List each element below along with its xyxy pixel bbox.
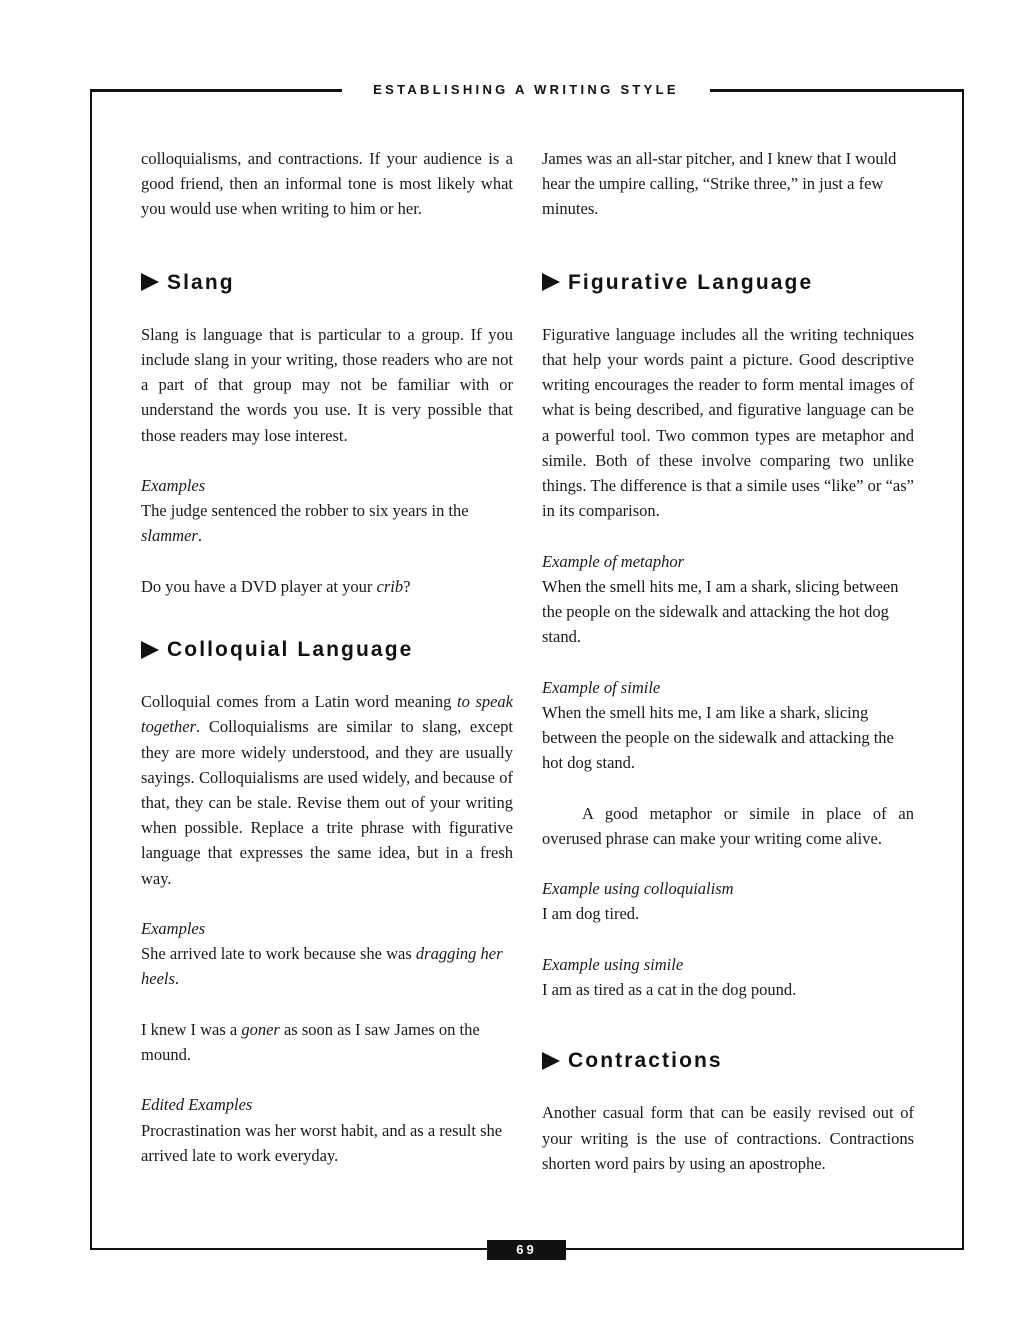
figurative-summary-paragraph: A good metaphor or simile in place of an overused phrase can make your writing come alive. — [542, 803, 914, 848]
triangle-bullet-icon — [141, 641, 159, 659]
colloquial-heading — [141, 637, 513, 662]
figurative-body-paragraph: Figurative language includes all the writing techniques that help your words paint a picture. Good descriptive writing encourages the reader to form mental images of what is being described, and figurative language can be a powerful tool. Two common types are metaphor and simile. Both of these involve comparing two unlike things. The difference is that a simile uses “like” or “as” in its comparison. — [542, 324, 914, 521]
colloquialism-example-label: Example using colloquialism — [542, 879, 734, 899]
slang-example-1 — [141, 498, 513, 548]
contractions-heading-text: Contractions — [568, 1049, 723, 1073]
figurative-heading — [542, 270, 914, 295]
colloquial-example-2-term: goner — [241, 1019, 280, 1039]
right-intro-paragraph: James was an all-star pitcher, and I knew that I would hear the umpire calling, “Strike three,” in just a few minutes. — [542, 149, 897, 219]
slang-example-2-punct: ? — [403, 576, 411, 596]
metaphor-example-text: When the smell hits me, I am a shark, slicing between the people on the sidewalk and attacking the hot dog stand. — [542, 576, 899, 647]
left-intro-paragraph: colloquialisms, and contractions. If your audience is a good friend, then an informal tone is most likely what you would use when writing to him or her. — [141, 149, 513, 219]
slang-example-1-term: slammer — [141, 526, 198, 546]
slang-heading — [141, 270, 513, 295]
slang-examples-label: Examples — [141, 476, 206, 496]
contractions-body-paragraph: Another casual form that can be easily revised out of your writing is the use of contractions. Contractions shorten word pairs by using an apostrophe. — [542, 1103, 914, 1173]
page-frame-left-rule — [90, 90, 92, 1250]
slang-example-2-term: crib — [376, 576, 404, 596]
triangle-bullet-icon — [141, 273, 159, 291]
edited-examples-label: Edited Examples — [141, 1095, 253, 1115]
colloquial-example-1-term: dragging her heels — [141, 944, 503, 989]
colloquial-examples-label: Examples — [141, 919, 206, 939]
colloquial-example-2-text-cont: as soon as I saw James on the mound. — [141, 1019, 480, 1065]
colloquial-example-2-text: I knew I was a — [141, 1019, 242, 1039]
simile-example-2-text: I am as tired as a cat in the dog pound. — [542, 980, 797, 1000]
page-frame-right-rule — [962, 90, 964, 1250]
colloquial-example-2 — [141, 1017, 513, 1067]
colloquialism-example-text: I am dog tired. — [542, 904, 640, 924]
contractions-heading — [542, 1048, 914, 1073]
page-frame-top-rule-left — [90, 89, 342, 92]
slang-example-2 — [141, 574, 513, 599]
slang-body-paragraph: Slang is language that is particular to a group. If you include slang in your writing, those readers who are not a part of that group may not be familiar with or understand the words you use. It is very possible that those readers may lose interest. — [141, 324, 513, 445]
triangle-bullet-icon — [542, 273, 560, 291]
figurative-heading-text: Figurative Language — [568, 270, 814, 294]
colloquial-example-1-punct: . — [174, 969, 180, 989]
triangle-bullet-icon — [542, 1052, 560, 1070]
slang-heading-text: Slang — [167, 270, 235, 294]
left-column — [141, 146, 513, 1168]
page-number: 69 — [487, 1240, 566, 1260]
slang-example-1-punct: . — [197, 526, 202, 546]
simile-example-2-label: Example using simile — [542, 954, 684, 974]
metaphor-example-label: Example of metaphor — [542, 551, 685, 571]
colloquial-example-1 — [141, 941, 513, 991]
simile-example-text: When the smell hits me, I am like a shark, slicing between the people on the sidewalk and attacking the hot dog stand. — [542, 702, 894, 773]
colloquial-body-text: Colloquial comes from a Latin word meaning — [141, 692, 457, 712]
slang-example-1-text: The judge sentenced the robber to six years in the — [141, 501, 469, 521]
edited-example-1: Procrastination was her worst habit, and as a result she arrived late to work everyday. — [141, 1120, 503, 1165]
colloquial-heading-text: Colloquial Language — [167, 638, 414, 662]
running-head: ESTABLISHING A WRITING STYLE — [373, 82, 679, 97]
colloquial-example-1-text: She arrived late to work because she was — [141, 944, 416, 964]
colloquial-body-paragraph — [141, 689, 513, 891]
slang-example-2-text: Do you have a DVD player at your — [141, 576, 377, 596]
simile-example-label: Example of simile — [542, 677, 661, 697]
colloquial-body-term: to speak together — [141, 692, 514, 737]
page-frame-top-rule-right — [710, 89, 964, 92]
right-column — [542, 146, 914, 1176]
colloquial-body-text-cont: . Colloquialisms are similar to slang, except they are more widely understood, and they are usually sayings. Colloquialisms are used widely, and because of that, they can be stale. Revise them out of your writing when possible. Replace a trite phrase with figurative language that expresses the same idea, but in a fresh way. — [141, 717, 513, 888]
